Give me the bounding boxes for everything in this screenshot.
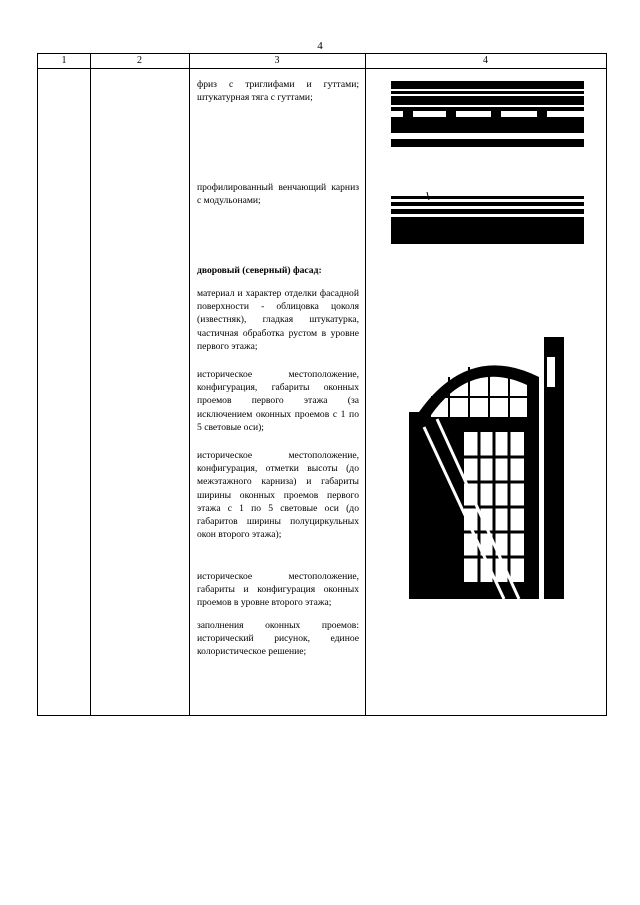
cornice-photo <box>391 192 584 244</box>
column-header-2: 2 <box>137 55 142 66</box>
row-heading-north-facade: дворовый (северный) фасад: <box>197 265 322 276</box>
row-text-finish: материал и характер отделки фасадной поверхности - облицовка цоколя (известняк), гладкая штукатурка, частичная обработка рустом в уровне первого этажа; <box>197 288 359 352</box>
row-text-window-axes: историческое местоположение, конфигурация, отметки высоты (до межэтажного карниза) и габариты ширины оконных проемов первого этажа с 1 по 5 световые оси (до габаритов ширины полуциркульных окон второго этажа); <box>197 450 359 541</box>
column-header-1: 1 <box>61 55 67 66</box>
column-divider <box>365 54 366 715</box>
row-text-window-fill: заполнения оконных проемов: исторический рисунок, единое колористическое решение; <box>197 620 359 658</box>
header-divider <box>38 68 606 69</box>
window-facade-photo <box>409 337 564 599</box>
page-number: 4 <box>317 40 323 52</box>
row-text-cornice: профилированный венчающий карниз с модульонами; <box>197 182 359 207</box>
frieze-photo <box>391 81 584 149</box>
heritage-table <box>37 53 607 716</box>
row-text-first-floor-windows: историческое местоположение, конфигурация, габариты оконных проемов первого этажа (за исключением оконных проемов с 1 по 5 световые оси); <box>197 369 359 433</box>
column-divider <box>90 54 91 715</box>
row-text-frieze: фриз с триглифами и гуттами; штукатурная тяга с гуттами; <box>197 79 359 104</box>
column-header-3: 3 <box>274 55 280 66</box>
row-text-second-floor-windows: историческое местоположение, габариты и конфигурация оконных проемов в уровне второго этажа; <box>197 571 359 609</box>
column-header-4: 4 <box>483 55 488 66</box>
column-divider <box>189 54 190 715</box>
